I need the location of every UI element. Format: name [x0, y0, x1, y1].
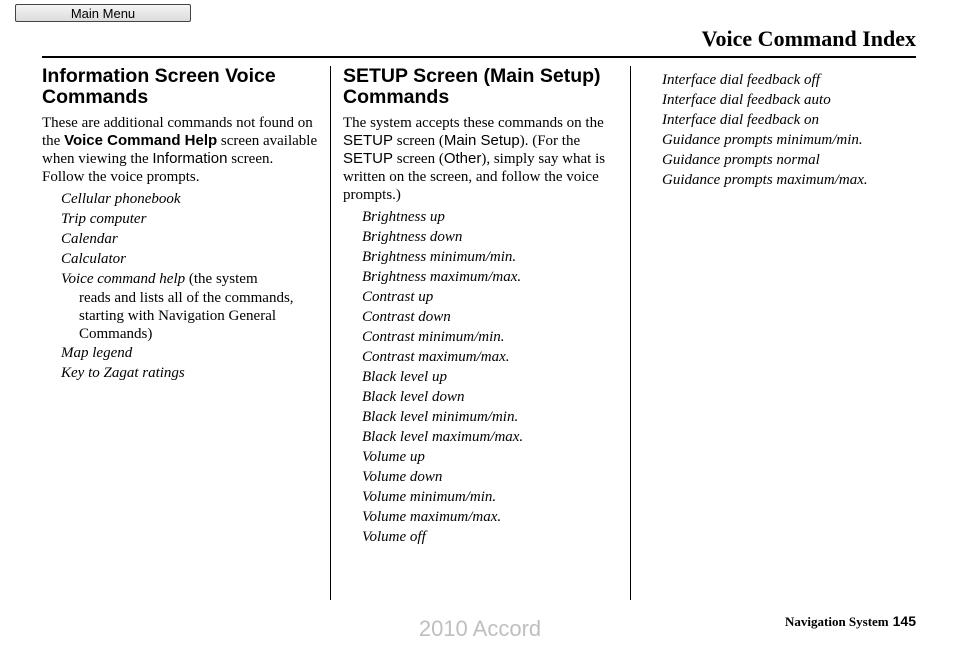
list-item: Brightness down — [362, 229, 463, 245]
main-setup-term: Main Setup — [443, 132, 520, 149]
list-item: Contrast minimum/min. — [362, 329, 505, 345]
voice-command-help-term: Voice Command Help — [64, 132, 218, 149]
list-item: Guidance prompts maximum/max. — [662, 172, 868, 188]
list-item: Guidance prompts minimum/min. — [662, 132, 863, 148]
list-item: Black level maximum/max. — [362, 429, 524, 445]
list-item: Brightness up — [362, 209, 445, 225]
main-menu-button[interactable]: Main Menu — [15, 4, 191, 22]
list-item: Contrast up — [362, 289, 434, 305]
command-list — [343, 207, 623, 547]
setup-commands-continued — [662, 70, 922, 190]
list-item: Volume up — [362, 449, 425, 465]
setup-term: SETUP — [343, 150, 394, 167]
list-item: Volume maximum/max. — [362, 509, 502, 525]
list-item: Brightness maximum/max. — [362, 269, 522, 285]
list-item: Brightness minimum/min. — [362, 249, 517, 265]
list-item: Black level down — [362, 389, 465, 405]
section-heading: SETUP Screen (Main Setup) Commands — [343, 65, 601, 108]
column-divider-2 — [630, 66, 631, 600]
information-commands-section — [42, 66, 318, 383]
information-term: Information — [152, 150, 228, 167]
list-item: Guidance prompts normal — [662, 152, 820, 168]
list-item: Black level minimum/min. — [362, 409, 519, 425]
list-item: Key to Zagat ratings — [61, 365, 185, 381]
page-number: 145 — [892, 613, 916, 629]
command-list — [42, 189, 318, 383]
list-item: Calendar — [61, 231, 118, 247]
setup-commands-section — [343, 66, 623, 547]
list-item: Map legend — [61, 345, 133, 361]
list-item: Interface dial feedback on — [662, 112, 820, 128]
list-item: Volume down — [362, 469, 443, 485]
other-term: Other — [443, 150, 482, 167]
watermark: 2010 Accord — [418, 616, 542, 641]
header-divider — [42, 56, 916, 58]
list-item: Volume minimum/min. — [362, 489, 497, 505]
section-intro: These are additional commands not found on the Voice Command Help screen available when viewing the Information screen. Follow the voice prompts. — [42, 115, 318, 185]
setup-term: SETUP — [343, 132, 394, 149]
list-item: Interface dial feedback auto — [662, 92, 831, 108]
list-item: Cellular phonebook — [61, 191, 181, 207]
page-title: Voice Command Index — [701, 26, 916, 51]
section-name: Navigation System — [785, 614, 889, 629]
list-item: Trip computer — [61, 211, 147, 227]
list-item: Calculator — [61, 251, 127, 267]
column-divider-1 — [330, 66, 331, 600]
command-list — [662, 70, 922, 190]
list-item: Voice command help (the system reads and lists all of the commands, starting with Navigation General Commands) — [61, 271, 294, 342]
list-item: Contrast maximum/max. — [362, 349, 510, 365]
list-item: Volume off — [362, 529, 426, 545]
list-item: Interface dial feedback off — [662, 72, 820, 88]
list-item: Black level up — [362, 369, 447, 385]
list-item: Contrast down — [362, 309, 451, 325]
section-intro: The system accepts these commands on the SETUP screen (Main Setup). (For the SETUP screen (Other), simply say what is written on the screen, and follow the voice prompts.) — [343, 115, 606, 203]
section-heading: Information Screen Voice Commands — [42, 65, 276, 108]
